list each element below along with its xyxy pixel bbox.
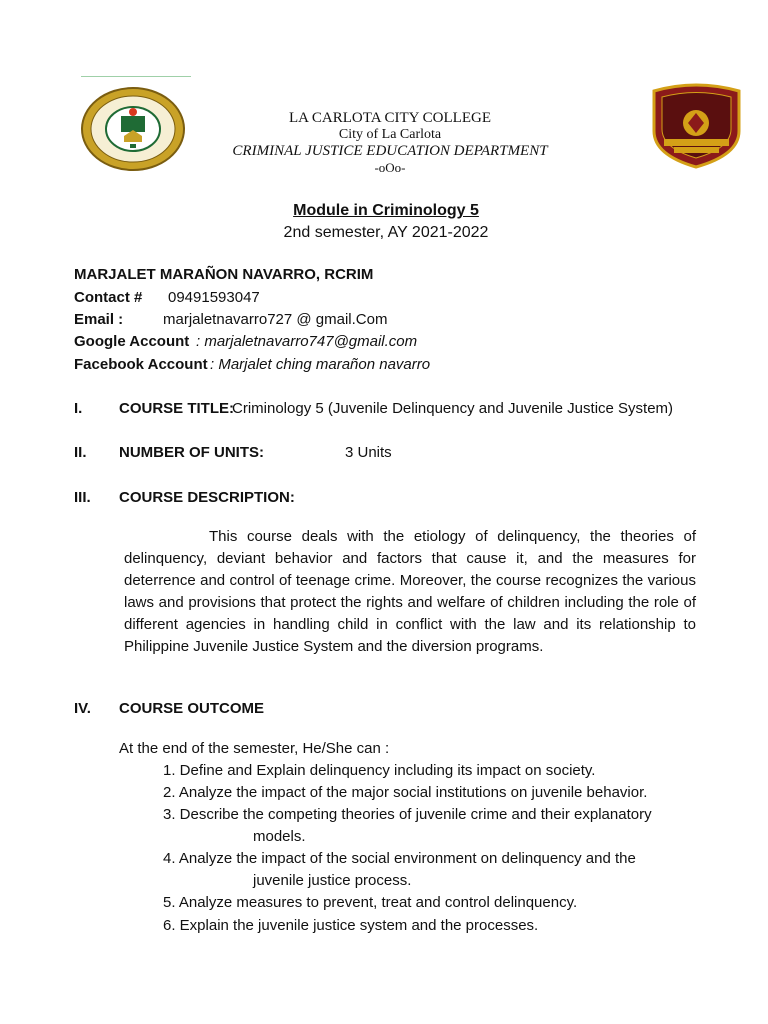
college-seal-logo	[80, 86, 186, 172]
header-rule	[81, 76, 191, 77]
email-value: marjaletnavarro727 @ gmail.Com	[163, 311, 388, 328]
department-name: CRIMINAL JUSTICE EDUCATION DEPARTMENT	[232, 143, 548, 159]
google-label: Google Account	[74, 333, 190, 350]
outcome-item-continuation: juvenile justice process.	[253, 872, 412, 889]
units-value: 3 Units	[345, 444, 392, 461]
course-title-label: COURSE TITLE:	[119, 400, 234, 417]
city-name: City of La Carlota	[338, 127, 442, 142]
outcome-item: 5. Analyze measures to prevent, treat and control delinquency.	[163, 894, 578, 911]
outcome-item: 6. Explain the juvenile justice system and the processes.	[163, 917, 539, 934]
contact-value: 09491593047	[168, 289, 260, 306]
section-1-number: I.	[74, 400, 83, 417]
instructor-name: MARJALET MARAÑON NAVARRO, RCRIM	[74, 266, 374, 283]
module-semester: 2nd semester, AY 2021-2022	[283, 224, 489, 241]
outcome-intro: At the end of the semester, He/She can :	[119, 740, 390, 757]
units-label: NUMBER OF UNITS:	[119, 444, 264, 461]
google-value: : marjaletnavarro747@gmail.com	[196, 333, 418, 350]
outcome-item: 4. Analyze the impact of the social environment on delinquency and the	[163, 850, 636, 867]
outcome-item: 2. Analyze the impact of the major social institutions on juvenile behavior.	[163, 784, 648, 801]
course-title-value: Criminology 5 (Juvenile Delinquency and Juvenile Justice System)	[232, 400, 674, 417]
header-separator: -oOo-	[374, 160, 406, 175]
course-description-text: This course deals with the etiology of delinquency, the theories of delinquency, deviant behavior and factors that cause it, and the measures for deterrence and control of teenage crime. Moreover, the course recognizes the various laws and provisions that protect the rights and welfare of children including the role of different agencies in handling child in conflict with the law and its relationship to Philippine Juvenile Justice System and the diversion programs.	[124, 528, 696, 655]
course-outcome-label: COURSE OUTCOME	[119, 700, 265, 717]
course-description-label: COURSE DESCRIPTION:	[119, 489, 295, 506]
contact-label: Contact #	[74, 289, 143, 306]
outcome-item: 3. Describe the competing theories of juvenile crime and their explanatory	[163, 806, 652, 823]
department-badge-logo	[650, 81, 743, 169]
facebook-value: : Marjalet ching marañon navarro	[210, 356, 431, 373]
section-2-number: II.	[74, 444, 87, 461]
facebook-label: Facebook Account	[74, 356, 208, 373]
outcome-item-continuation: models.	[253, 828, 306, 845]
module-title: Module in Criminology 5	[293, 202, 479, 219]
email-label: Email :	[74, 311, 124, 328]
college-name: LA CARLOTA CITY COLLEGE	[289, 110, 491, 126]
section-4-number: IV.	[74, 700, 91, 717]
outcome-item: 1. Define and Explain delinquency including its impact on society.	[163, 762, 596, 779]
section-3-number: III.	[74, 489, 91, 506]
